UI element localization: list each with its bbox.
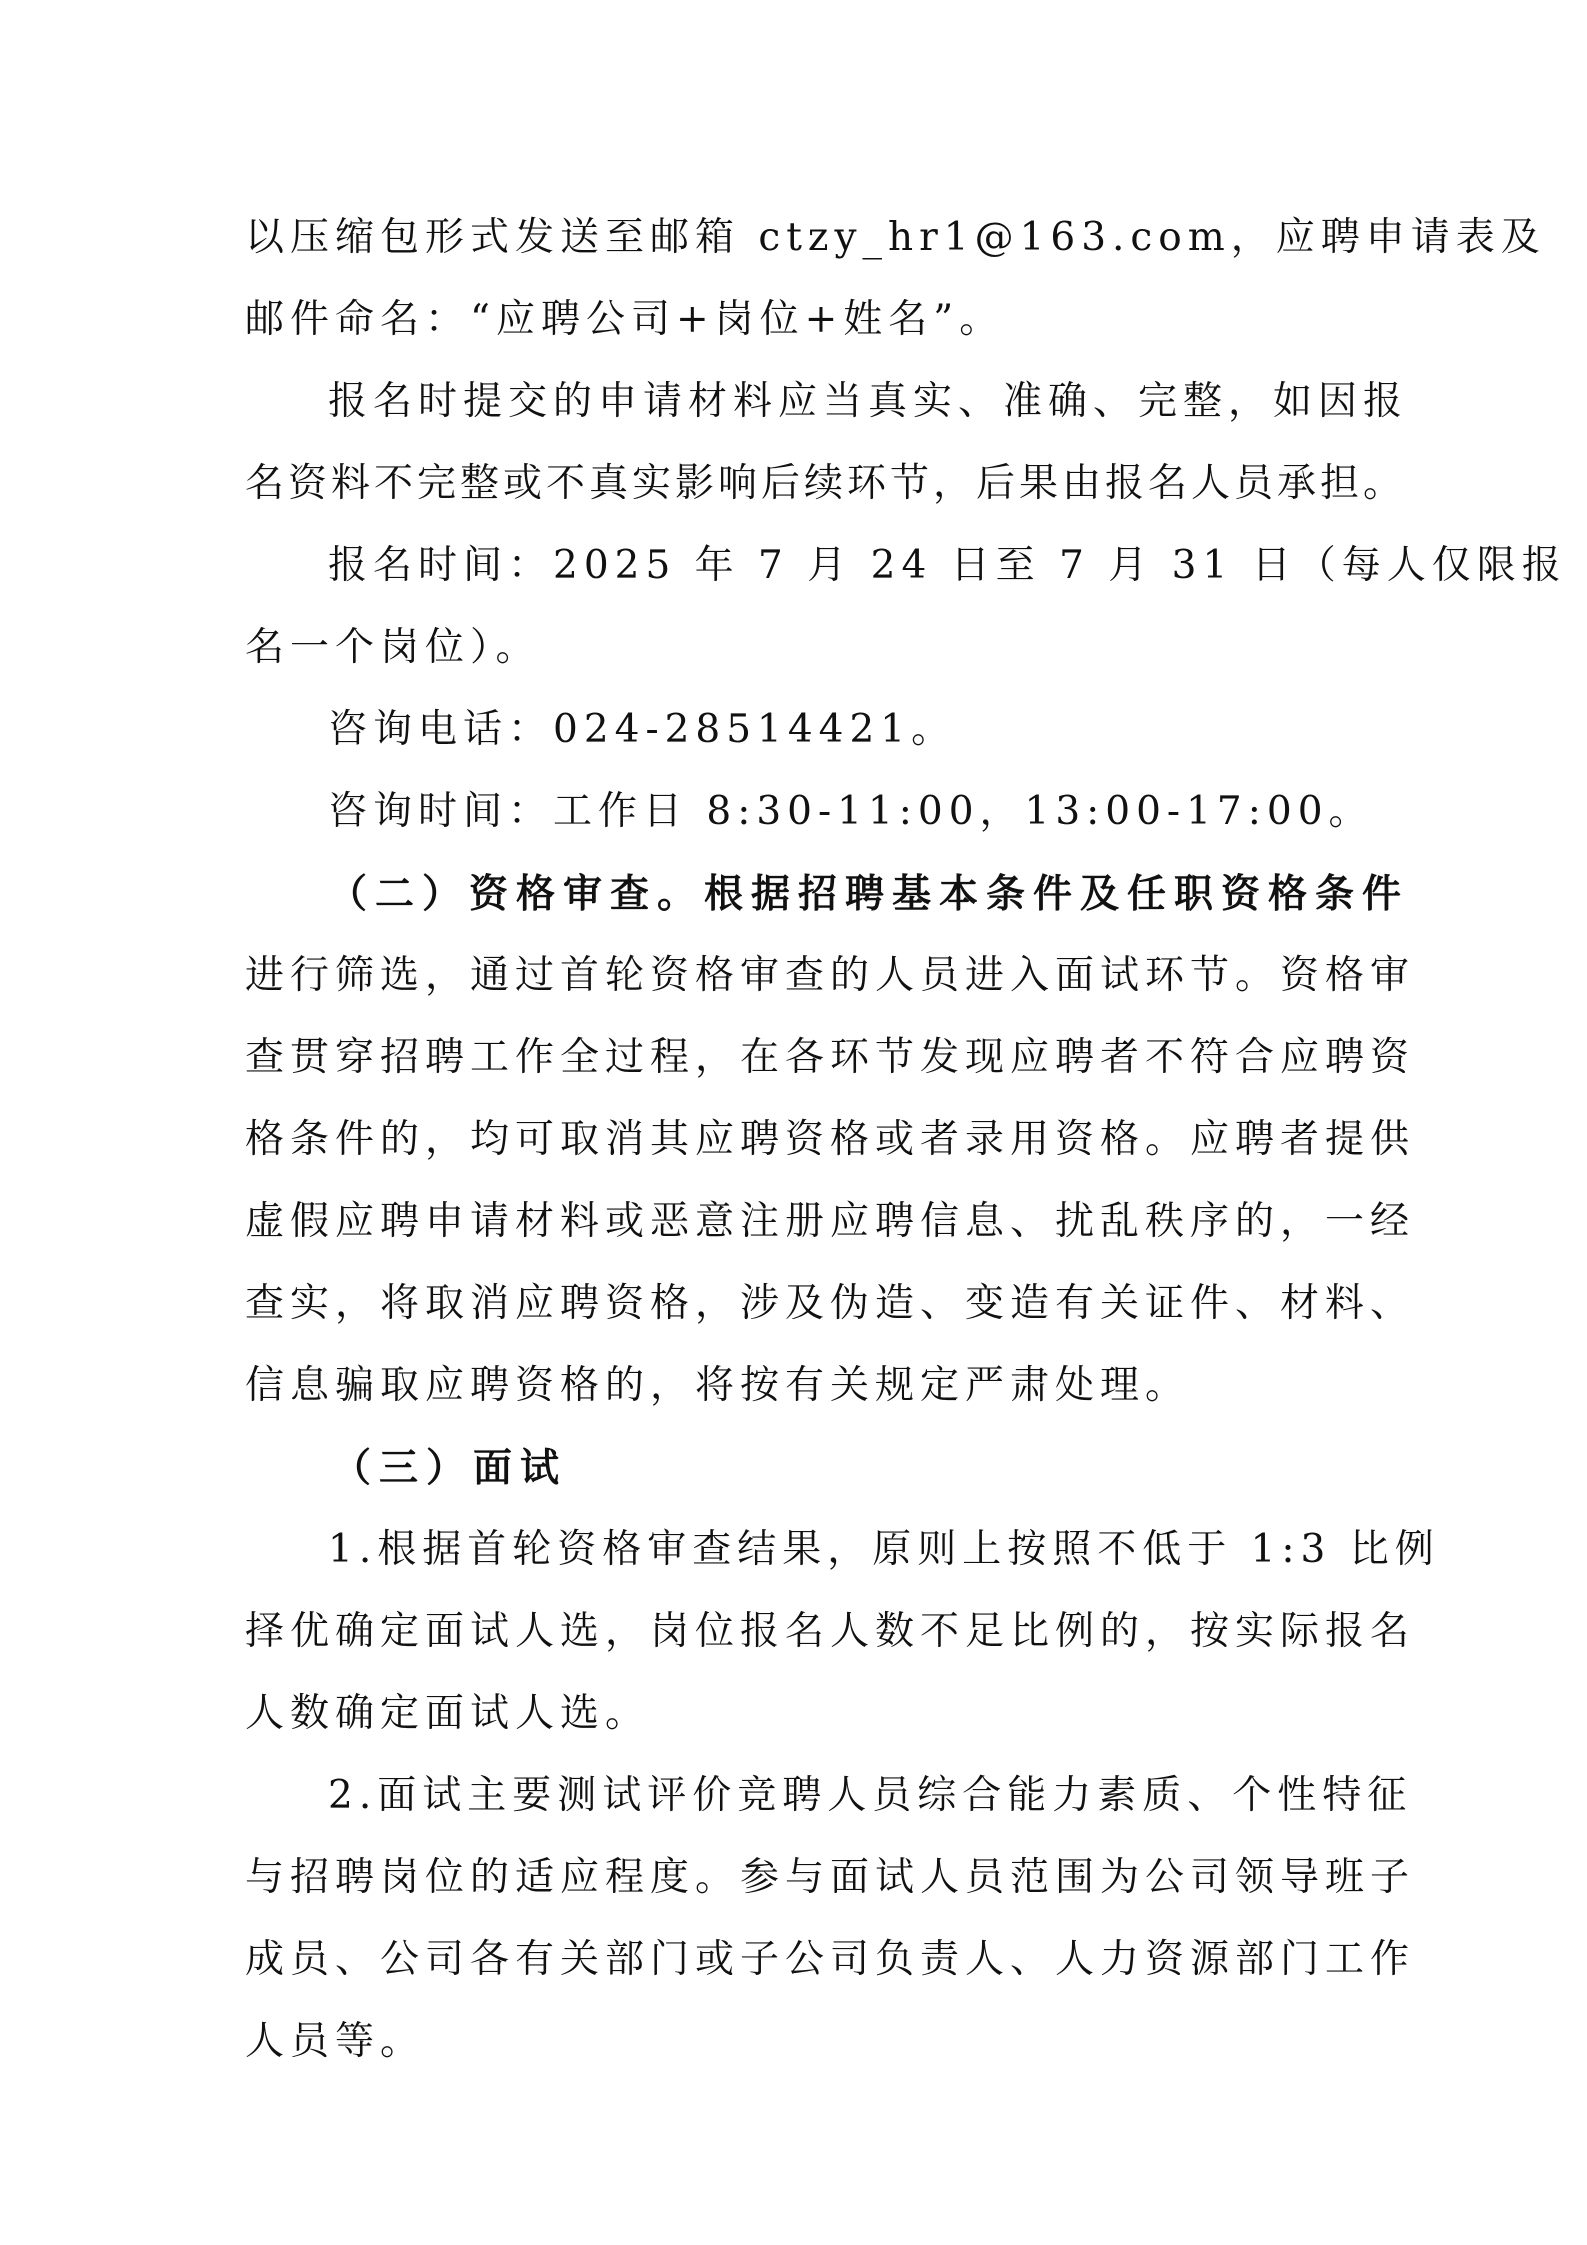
section-heading: （二）资格审查。根据招聘基本条件及任职资格条件 (328, 871, 1410, 917)
text-line: 名资料不完整或不真实影响后续环节，后果由报名人员承担。 (245, 461, 1407, 506)
text-line: 报名时间：2025 年 7 月 24 日至 7 月 31 日（每人仅限报 (328, 543, 1567, 588)
text-line: 报名时提交的申请材料应当真实、准确、完整，如因报 (328, 379, 1409, 424)
text-line: 名一个岗位）。 (245, 625, 541, 670)
section-heading: （三）面试 (332, 1445, 568, 1491)
text-line: 信息骗取应聘资格的，将按有关规定严肃处理。 (245, 1363, 1191, 1408)
text-line: 进行筛选，通过首轮资格审查的人员进入面试环节。资格审 (245, 953, 1416, 998)
text-line: 虚假应聘申请材料或恶意注册应聘信息、扰乱秩序的，一经 (245, 1199, 1416, 1244)
text-line: 2.面试主要测试评价竞聘人员综合能力素质、个性特征 (328, 1773, 1413, 1818)
text-line: 人数确定面试人选。 (245, 1691, 651, 1736)
text-line: 咨询时间：工作日 8:30-11:00，13:00-17:00。 (328, 789, 1374, 834)
text-line: 1.根据首轮资格审查结果，原则上按照不低于 1:3 比例 (328, 1527, 1440, 1572)
text-line: 与招聘岗位的适应程度。参与面试人员范围为公司领导班子 (245, 1855, 1416, 1900)
text-line: 以压缩包形式发送至邮箱 ctzy_hr1@163.com，应聘申请表及 (245, 215, 1546, 260)
text-line: 成员、公司各有关部门或子公司负责人、人力资源部门工作 (245, 1937, 1416, 1982)
text-line: 咨询电话：024-28514421。 (328, 707, 957, 752)
text-line: 格条件的，均可取消其应聘资格或者录用资格。应聘者提供 (245, 1117, 1416, 1162)
text-line: 查贯穿招聘工作全过程，在各环节发现应聘者不符合应聘资 (245, 1035, 1416, 1080)
text-line: 人员等。 (245, 2019, 426, 2064)
text-line: 择优确定面试人选，岗位报名人数不足比例的，按实际报名 (245, 1609, 1416, 1654)
text-line: 查实，将取消应聘资格，涉及伪造、变造有关证件、材料、 (245, 1281, 1416, 1326)
text-line: 邮件命名：“应聘公司+岗位+姓名”。 (245, 297, 1005, 342)
